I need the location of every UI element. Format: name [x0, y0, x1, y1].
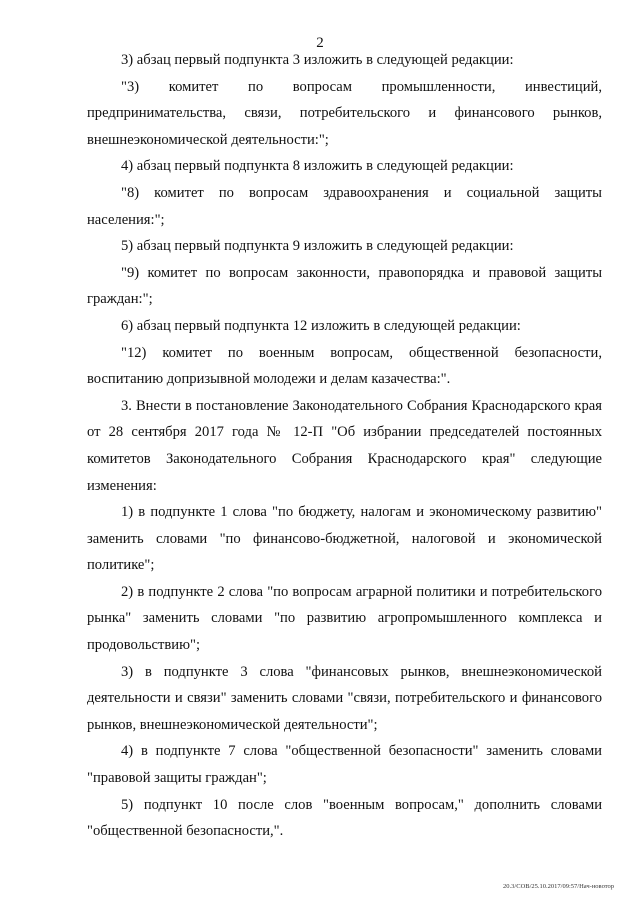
document-body — [87, 47, 602, 845]
paragraph-6: "9) комитет по вопросам законности, правопорядка и правовой защиты граждан:"; — [87, 264, 602, 308]
paragraph-14: 5) подпункт 10 после слов "военным вопросам," дополнить словами "общественной безопасности,". — [87, 796, 602, 840]
paragraph-2: "3) комитет по вопросам промышленности, инвестиций, предпринимательства, связи, потребительского и финансового рынков, внешнеэкономической деятельности:"; — [87, 78, 602, 148]
paragraph-9: 3. Внести в постановление Законодательного Собрания Краснодарского края от 28 сентября 2017 года № 12-П "Об избрании председателей постоянных комитетов Законодательного Собрания Краснодарского края" следующие изменения: — [87, 397, 602, 494]
paragraph-3: 4) абзац первый подпункта 8 изложить в следующей редакции: — [121, 158, 514, 175]
page-number: 2 — [316, 35, 324, 51]
paragraph-8: "12) комитет по военным вопросам, общественной безопасности, воспитанию допризывной молодежи и делам казачества:". — [87, 344, 602, 388]
paragraph-10: 1) в подпункте 1 слова "по бюджету, налогам и экономическому развитию" заменить словами "по финансово-бюджетной, налоговой и экономической политике"; — [87, 504, 602, 574]
paragraph-11: 2) в подпункте 2 слова "по вопросам аграрной политики и потребительского рынка" заменить словами "по развитию агропромышленного комплекса и продовольствию"; — [87, 583, 602, 654]
paragraph-13: 4) в подпункте 7 слова "общественной безопасности" заменить словами "правовой защиты граждан"; — [87, 743, 602, 787]
paragraph-1: 3) абзац первый подпункта 3 изложить в следующей редакции: — [121, 52, 514, 68]
paragraph-4: "8) комитет по вопросам здравоохранения и социальной защиты населения:"; — [87, 184, 602, 228]
paragraph-7: 6) абзац первый подпункта 12 изложить в следующей редакции: — [121, 317, 521, 334]
footer-stamp: 20.3/СОВ/25.10.2017/09:57/Нач-новотор — [503, 883, 614, 890]
paragraph-12: 3) в подпункте 3 слова "финансовых рынков, внешнеэкономической деятельности и связи" заменить словами "связи, потребительского и финансового рынков, внешнеэкономической деятельности"; — [87, 663, 602, 733]
paragraph-5: 5) абзац первый подпункта 9 изложить в следующей редакции: — [121, 238, 514, 255]
